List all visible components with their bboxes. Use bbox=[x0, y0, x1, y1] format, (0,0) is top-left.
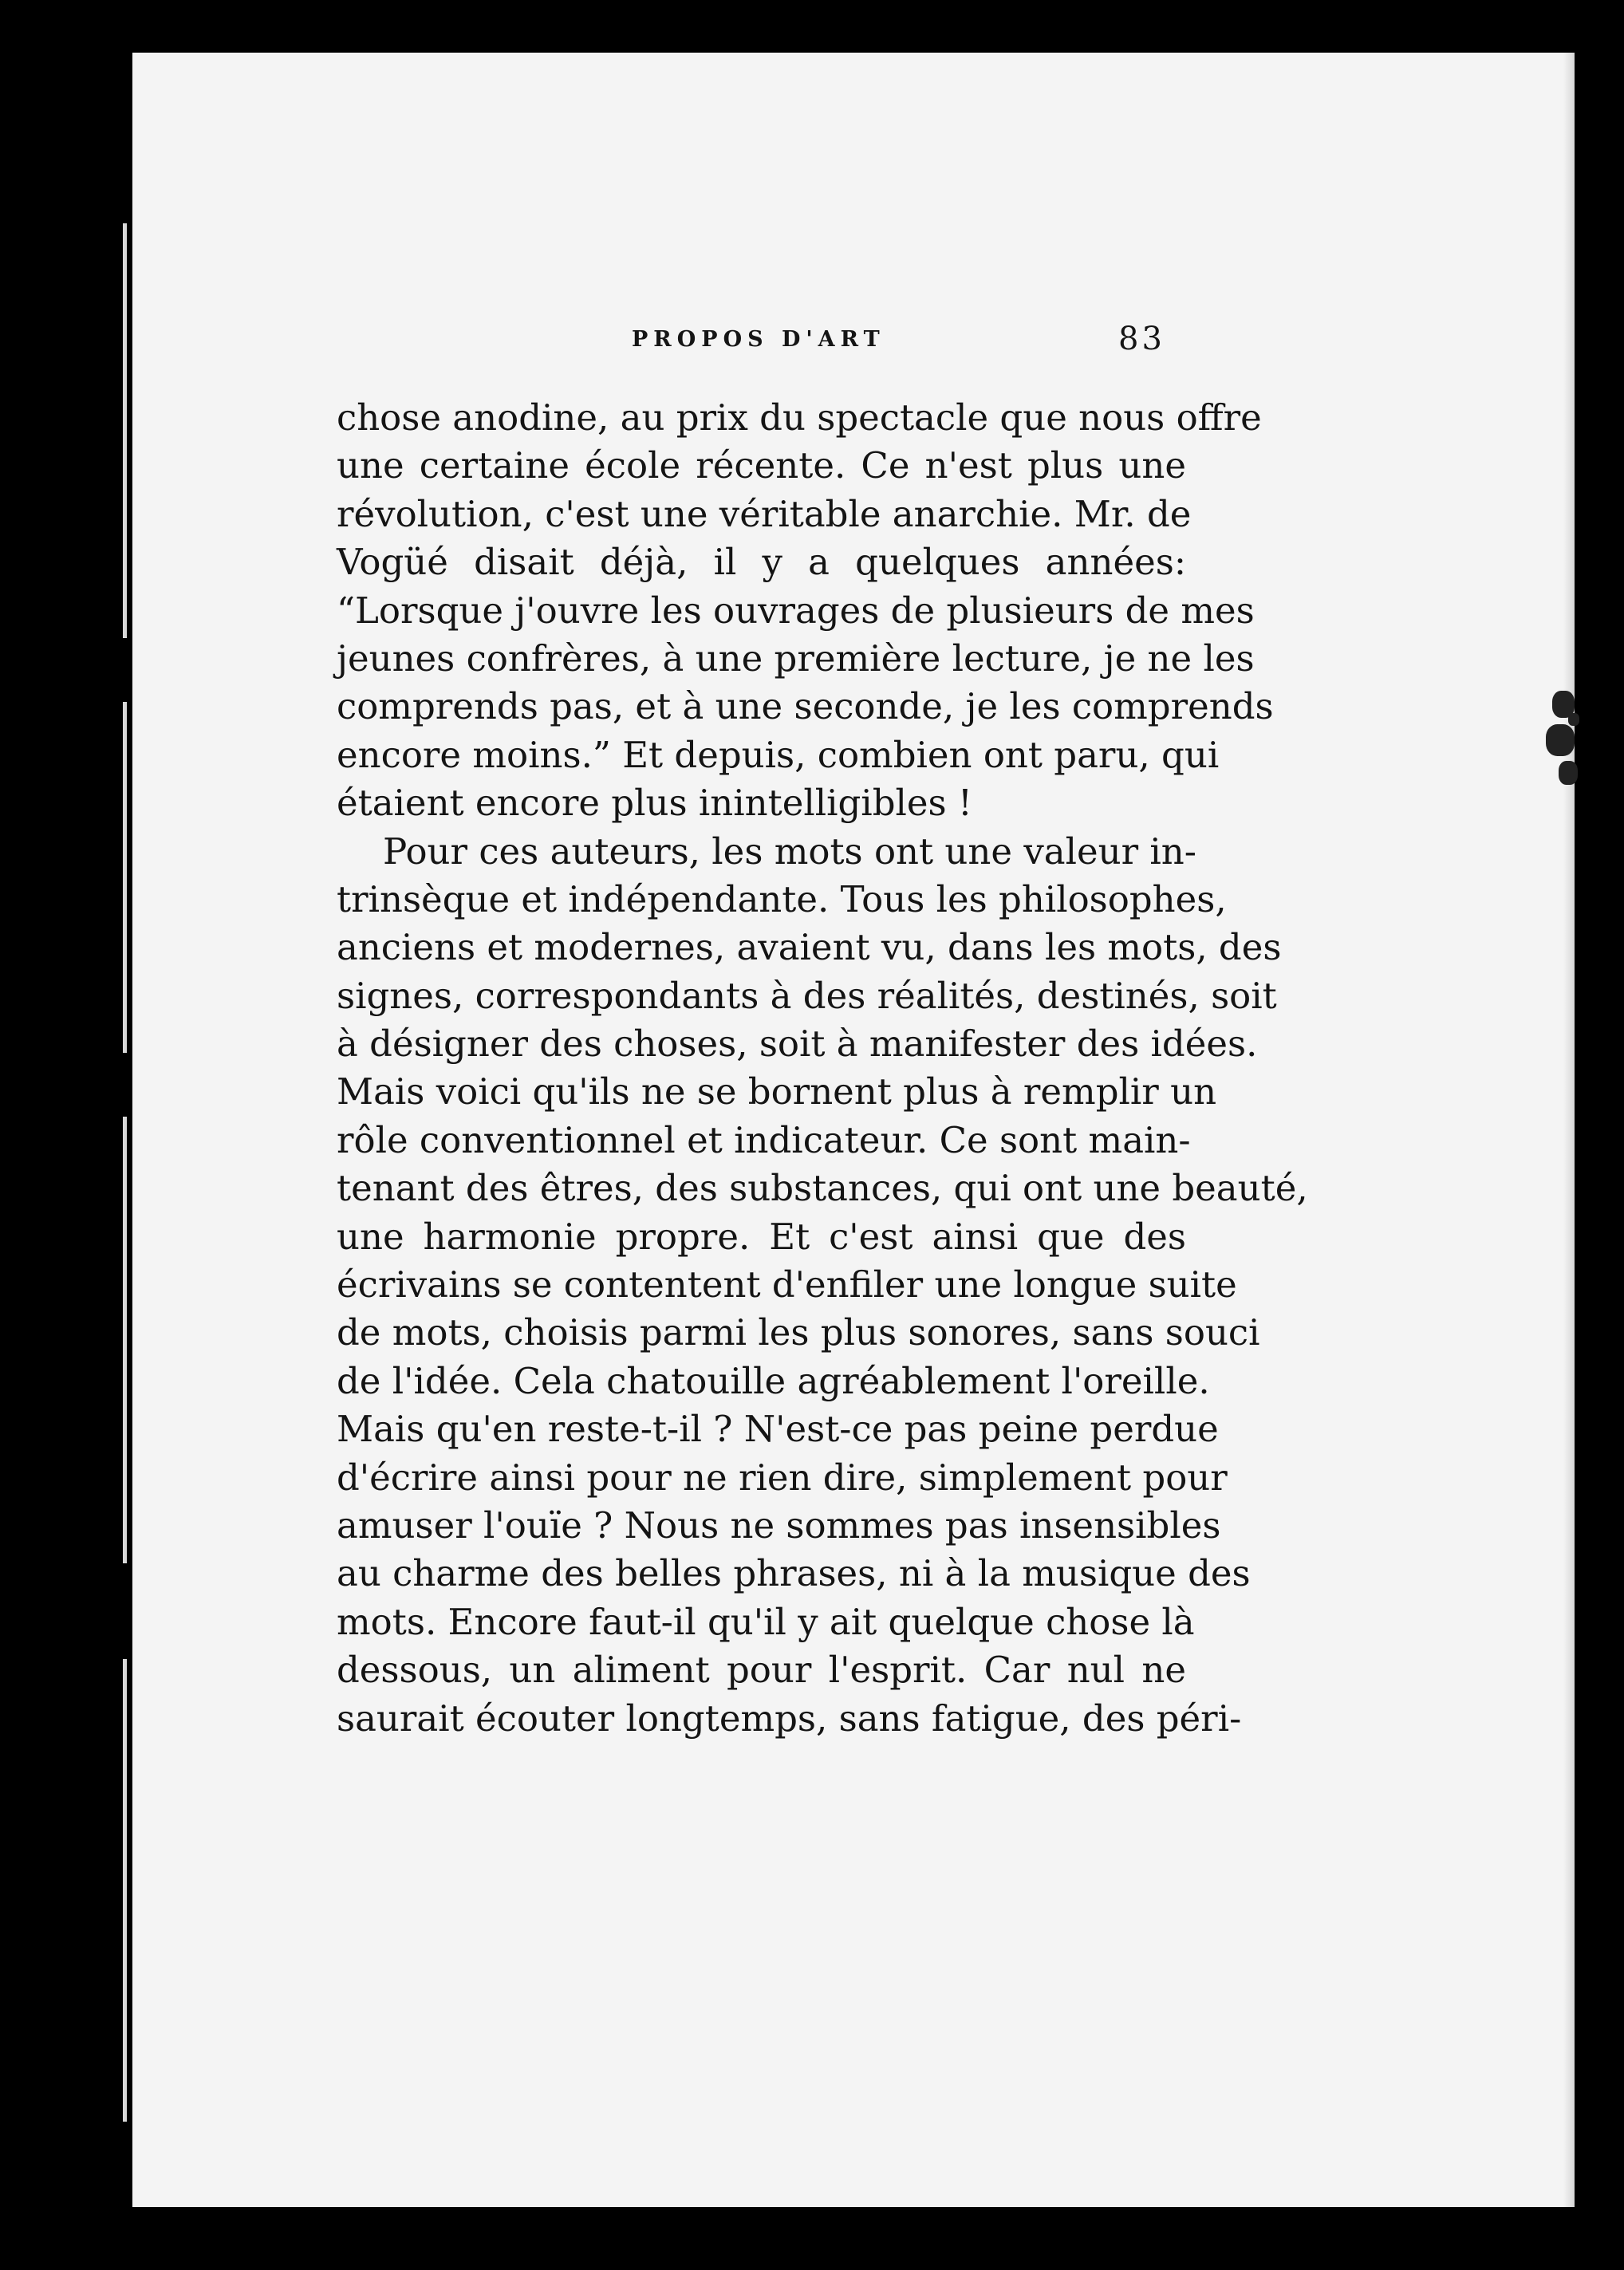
gutter-edge-line bbox=[123, 223, 127, 638]
gutter-edge-line bbox=[123, 1117, 127, 1563]
text-line: “Lorsque j'ouvre les ouvrages de plusieurs de mes bbox=[337, 589, 1255, 632]
text-line: Pour ces auteurs, les mots ont une valeur in- bbox=[383, 830, 1196, 873]
text-line: Mais qu'en reste-t-il ? N'est-ce pas peine perdue bbox=[337, 1408, 1219, 1451]
text-line: saurait écouter longtemps, sans fatigue, des péri- bbox=[337, 1697, 1242, 1740]
text-line: amuser l'ouïe ? Nous ne sommes pas insensibles bbox=[337, 1503, 1221, 1547]
text-line: rôle conventionnel et indicateur. Ce sont main- bbox=[337, 1118, 1191, 1161]
text-line: jeunes confrères, à une première lecture, je ne les bbox=[337, 636, 1255, 680]
text-line: tenant des êtres, des substances, qui ont une beauté, bbox=[337, 1167, 1308, 1210]
text-line: comprends pas, et à une seconde, je les comprends bbox=[337, 685, 1274, 728]
gutter-edge-line bbox=[123, 702, 127, 1053]
running-head-title: PROPOS D'ART bbox=[632, 327, 885, 352]
text-line: étaient encore plus inintelligibles ! bbox=[337, 782, 973, 825]
text-line: écrivains se contentent d'enfiler une longue suite bbox=[337, 1263, 1237, 1306]
ink-speck bbox=[1546, 724, 1575, 756]
text-line: chose anodine, au prix du spectacle que nous offre bbox=[337, 396, 1262, 439]
text-line: mots. Encore faut-il qu'il y ait quelque chose là bbox=[337, 1600, 1195, 1643]
text-line: Vogüé disait déjà, il y a quelques années: bbox=[337, 541, 1186, 584]
text-line: Mais voici qu'ils ne se bornent plus à remplir un bbox=[337, 1070, 1217, 1113]
ink-speck bbox=[1568, 713, 1579, 726]
ink-blot bbox=[1544, 675, 1600, 810]
book-page bbox=[132, 53, 1575, 2207]
text-line: une certaine école récente. Ce n'est plus une bbox=[337, 444, 1186, 487]
text-line: dessous, un aliment pour l'esprit. Car nul ne bbox=[337, 1649, 1186, 1692]
running-head bbox=[132, 322, 1575, 362]
text-line: anciens et modernes, avaient vu, dans les mots, des bbox=[337, 926, 1282, 969]
gutter-edge-line bbox=[123, 1659, 127, 2122]
text-line: révolution, c'est une véritable anarchie. Mr. de bbox=[337, 492, 1192, 535]
text-line: trinsèque et indépendante. Tous les philosophes, bbox=[337, 877, 1227, 920]
text-line: d'écrire ainsi pour ne rien dire, simplement pour bbox=[337, 1456, 1228, 1499]
text-line: encore moins.” Et depuis, combien ont paru, qui bbox=[337, 733, 1220, 776]
text-line: une harmonie propre. Et c'est ainsi que des bbox=[337, 1215, 1186, 1258]
text-line: de l'idée. Cela chatouille agréablement l'oreille. bbox=[337, 1359, 1210, 1402]
text-line: de mots, choisis parmi les plus sonores, sans souci bbox=[337, 1311, 1260, 1354]
text-line: signes, correspondants à des réalités, destinés, soit bbox=[337, 974, 1277, 1017]
page-number: 83 bbox=[1118, 321, 1165, 357]
body-text bbox=[337, 394, 1308, 1743]
page-edge-shadow bbox=[1563, 53, 1575, 2207]
text-line: à désigner des choses, soit à manifester des idées. bbox=[337, 1023, 1258, 1066]
text-line: au charme des belles phrases, ni à la musique des bbox=[337, 1552, 1251, 1595]
ink-speck bbox=[1559, 761, 1578, 785]
